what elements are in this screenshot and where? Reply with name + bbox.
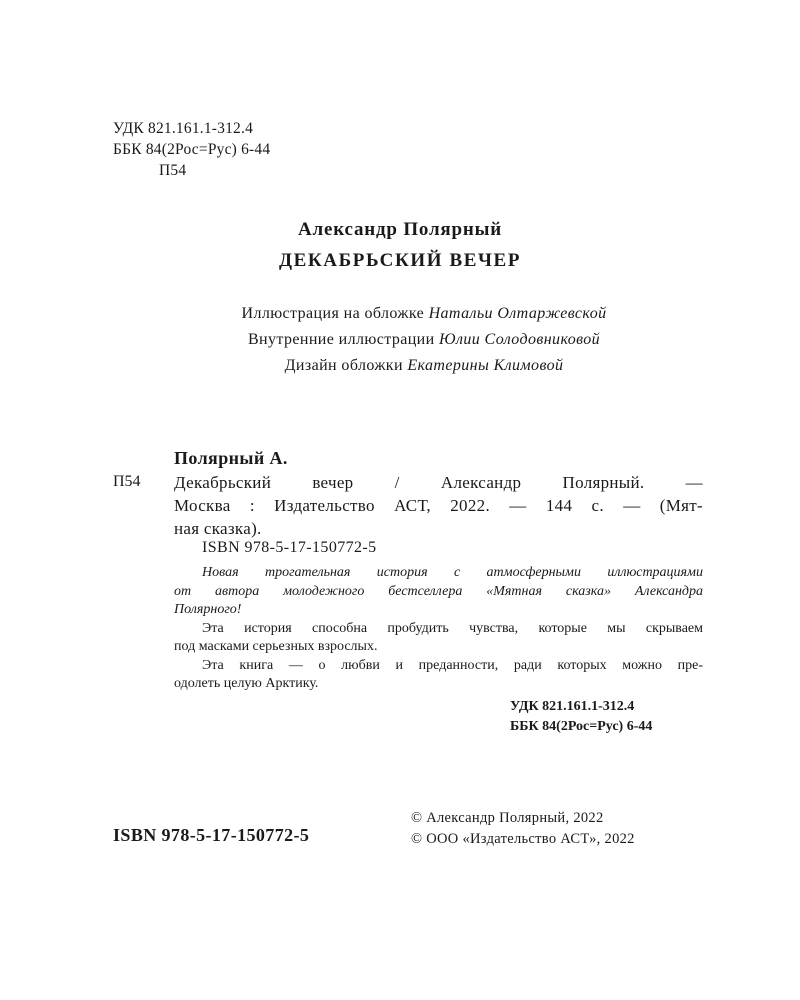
bibliography-line: ная сказка).	[174, 519, 262, 538]
footer-isbn: ISBN 978-5-17-150772-5	[113, 825, 310, 845]
cover-design-credit	[0, 353, 800, 379]
annotation-line: Новая трогательная история с атмосферными иллюстрациями	[202, 565, 703, 580]
bibliography-line: Декабрьский вечер / Александр Полярный. —	[174, 473, 703, 492]
inner-illustration-name: Юлии Солодовниковой	[439, 331, 601, 348]
inner-illustration-label: Внутренние иллюстрации	[247, 331, 435, 348]
bibliography-isbn: ISBN 978-5-17-150772-5	[202, 539, 377, 556]
copyright-author: © Александр Полярный, 2022	[411, 810, 604, 826]
udk-code-bottom: УДК 821.161.1-312.4	[510, 699, 635, 714]
cover-design-name: Екатерины Климовой	[407, 357, 564, 374]
classification-bottom	[510, 697, 652, 737]
annotation-line: Полярного!	[174, 602, 242, 617]
bbk-code-bottom: ББК 84(2Рос=Рус) 6-44	[510, 719, 653, 734]
bibliography-author: Полярный А.	[174, 448, 288, 468]
cover-design-label: Дизайн обложки	[284, 357, 403, 374]
annotation	[174, 564, 703, 694]
copyright-publisher: © ООО «Издательство АСТ», 2022	[411, 831, 635, 847]
udk-code: УДК 821.161.1-312.4	[113, 120, 254, 137]
cover-illustration-credit	[0, 301, 800, 327]
book-author: Александр Полярный	[298, 219, 502, 240]
credits	[0, 301, 800, 379]
author-mark-code: П54	[159, 162, 187, 179]
annotation-line: Эта книга — о любви и преданности, ради которых можно пре-	[202, 657, 703, 673]
bibliography-code: П54	[113, 473, 141, 490]
annotation-line: Эта история способна пробудить чувства, которые мы скрываем	[202, 620, 703, 636]
annotation-line: одолеть целую Арктику.	[174, 676, 319, 691]
bibliography-line: Москва : Издательство АСТ, 2022. — 144 с. — (Мят-	[174, 496, 703, 515]
bbk-code: ББК 84(2Рос=Рус) 6-44	[113, 141, 271, 158]
cover-illustration-label: Иллюстрация на обложке	[241, 305, 425, 322]
annotation-line: под масками серьезных взрослых.	[174, 639, 378, 654]
book-title: ДЕКАБРЬСКИЙ ВЕЧЕР	[278, 250, 522, 271]
bibliography-description	[174, 471, 703, 540]
copyright-block	[411, 808, 635, 850]
annotation-line: от автора молодежного бестселлера «Мятная сказка» Александра	[174, 583, 703, 599]
inner-illustration-credit	[0, 327, 800, 353]
classification-top	[113, 118, 270, 181]
cover-illustration-name: Натальи Олтаржевской	[428, 305, 607, 322]
